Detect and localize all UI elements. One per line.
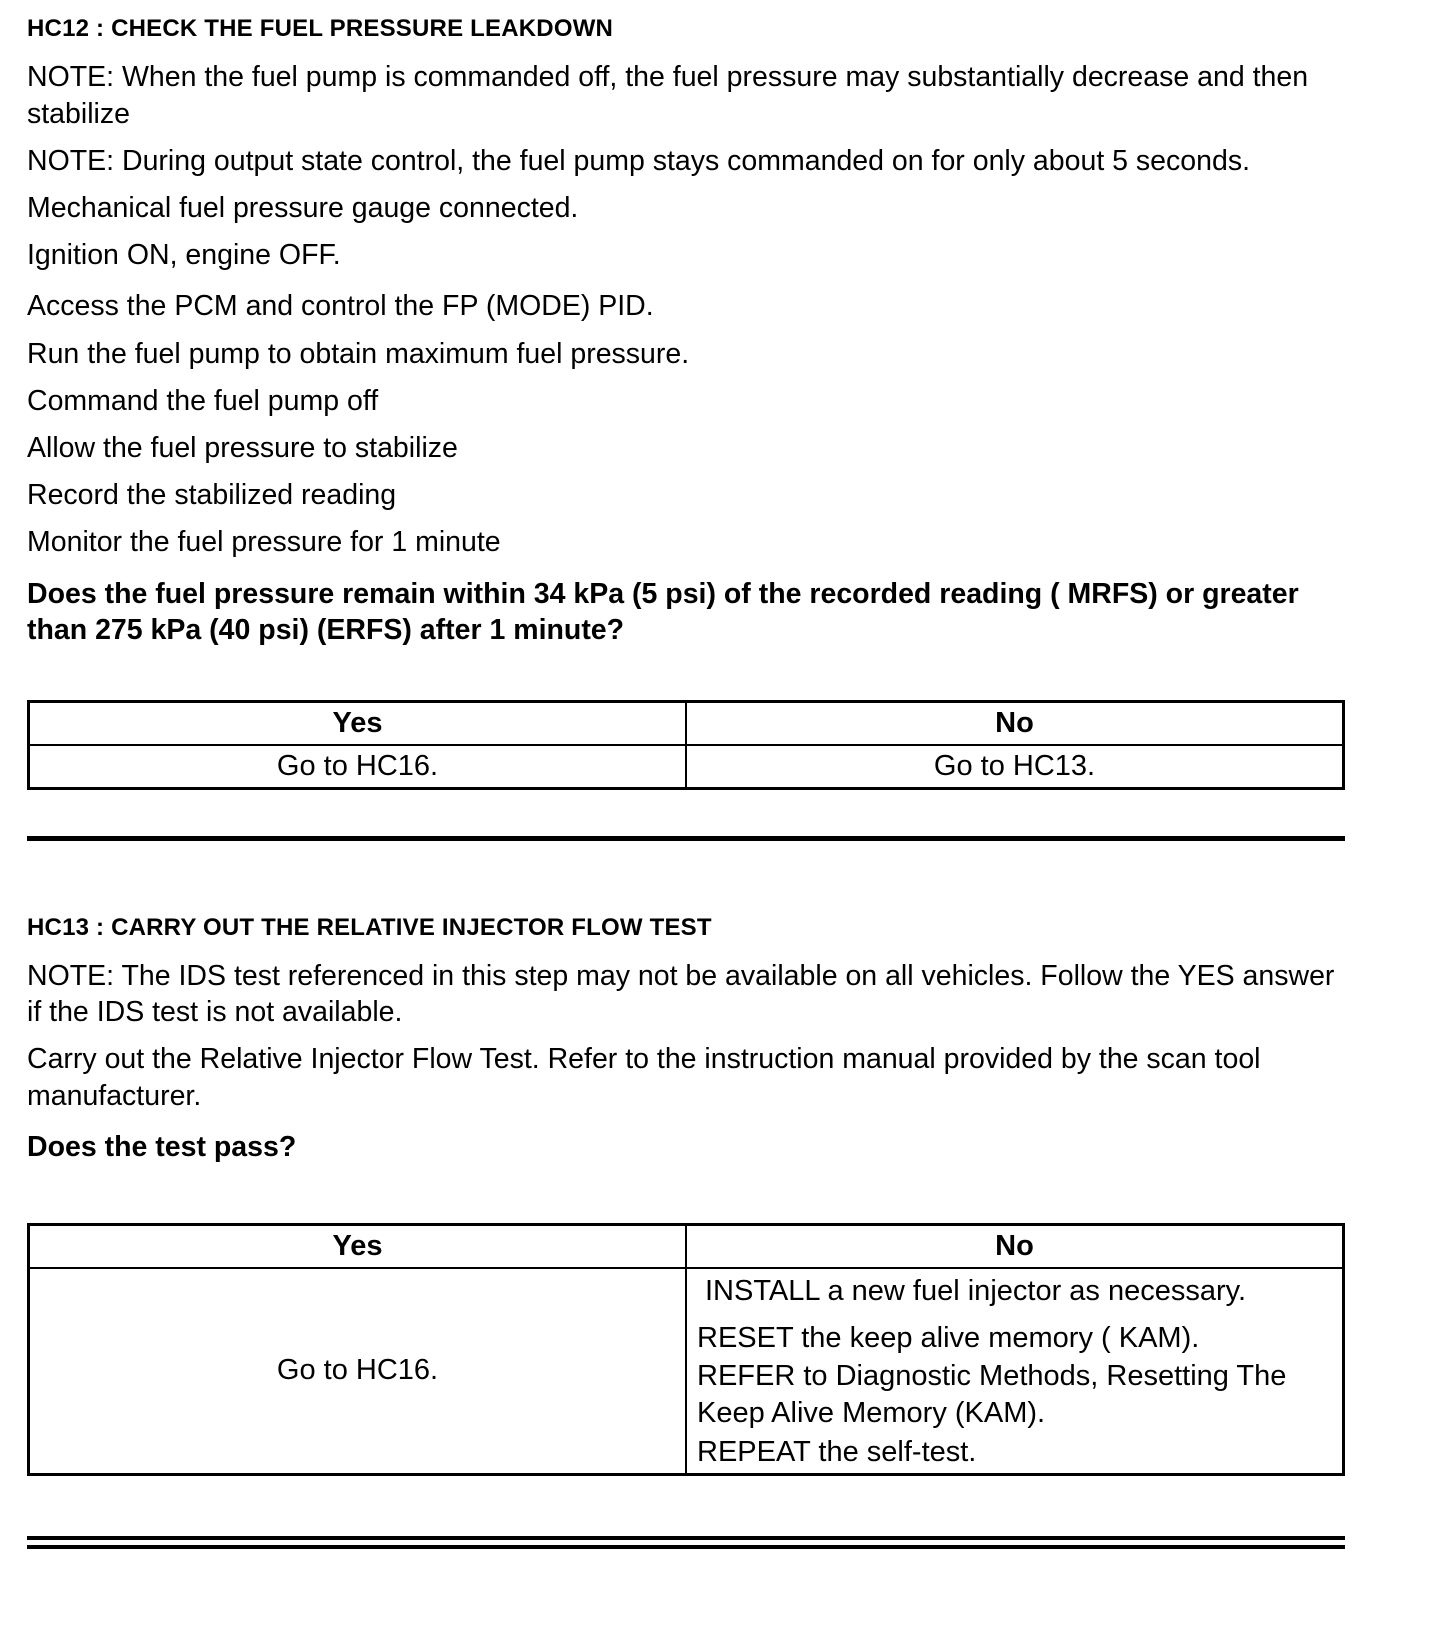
no-cell-line: RESET the keep alive memory ( KAM). [697, 1321, 1200, 1354]
condition-paragraph: Ignition ON, engine OFF. [27, 239, 341, 272]
question-text: Does the fuel pressure remain within 34 kPa (5 psi) of the recorded reading ( MRFS) or greater than 275 kPa (40 psi) (ERFS) after 1 minute? [27, 577, 1299, 646]
no-cell: Go to HC13. [686, 745, 1344, 788]
table-header-no: No [686, 1224, 1344, 1267]
section-hc12 [27, 14, 1345, 790]
no-cell-line: REPEAT the self-test. [697, 1436, 977, 1469]
decision-table-hc13 [27, 1223, 1345, 1476]
bottom-rule [27, 1536, 1345, 1549]
note-paragraph: NOTE: During output state control, the fuel pump stays commanded on for only about 5 seconds. [27, 144, 1250, 177]
step-paragraph: Run the fuel pump to obtain maximum fuel pressure. [27, 337, 690, 370]
note-paragraph: NOTE: When the fuel pump is commanded off, the fuel pressure may substantially decrease and then stabilize [27, 61, 1309, 130]
section-hc13 [27, 913, 1345, 1476]
step-paragraph: Record the stabilized reading [27, 479, 397, 512]
step-paragraph: Monitor the fuel pressure for 1 minute [27, 526, 501, 559]
no-cell-line: INSTALL a new fuel injector as necessary. [705, 1274, 1247, 1307]
table-row [29, 1268, 1344, 1475]
table-header-row [29, 1224, 1344, 1267]
table-header-yes: Yes [29, 701, 687, 744]
yes-cell: Go to HC16. [29, 1268, 687, 1475]
table-header-yes: Yes [29, 1224, 687, 1267]
section-hc12-title: HC12 : CHECK THE FUEL PRESSURE LEAKDOWN [27, 15, 614, 42]
step-paragraph: Command the fuel pump off [27, 384, 379, 417]
section-divider [27, 836, 1345, 841]
section-hc13-title: HC13 : CARRY OUT THE RELATIVE INJECTOR FLOW TEST [27, 913, 712, 941]
no-cell [686, 1268, 1344, 1475]
document-page [27, 0, 1345, 1583]
no-cell-line: REFER to Diagnostic Methods, Resetting The Keep Alive Memory (KAM). [697, 1360, 1287, 1430]
question-text: Does the test pass? [27, 1130, 297, 1163]
step-paragraph: Carry out the Relative Injector Flow Test. Refer to the instruction manual provided by the scan tool manufacturer. [27, 1043, 1261, 1112]
step-paragraph: Allow the fuel pressure to stabilize [27, 431, 458, 464]
table-row [29, 745, 1344, 788]
note-paragraph: NOTE: The IDS test referenced in this step may not be available on all vehicles. Follow the YES answer if the IDS test is not available. [27, 960, 1335, 1029]
condition-paragraph: Mechanical fuel pressure gauge connected. [27, 192, 579, 225]
yes-cell: Go to HC16. [29, 745, 687, 788]
decision-table-hc12 [27, 700, 1345, 790]
table-header-row [29, 701, 1344, 744]
table-header-no: No [686, 701, 1344, 744]
step-paragraph: Access the PCM and control the FP (MODE) PID. [27, 290, 654, 323]
